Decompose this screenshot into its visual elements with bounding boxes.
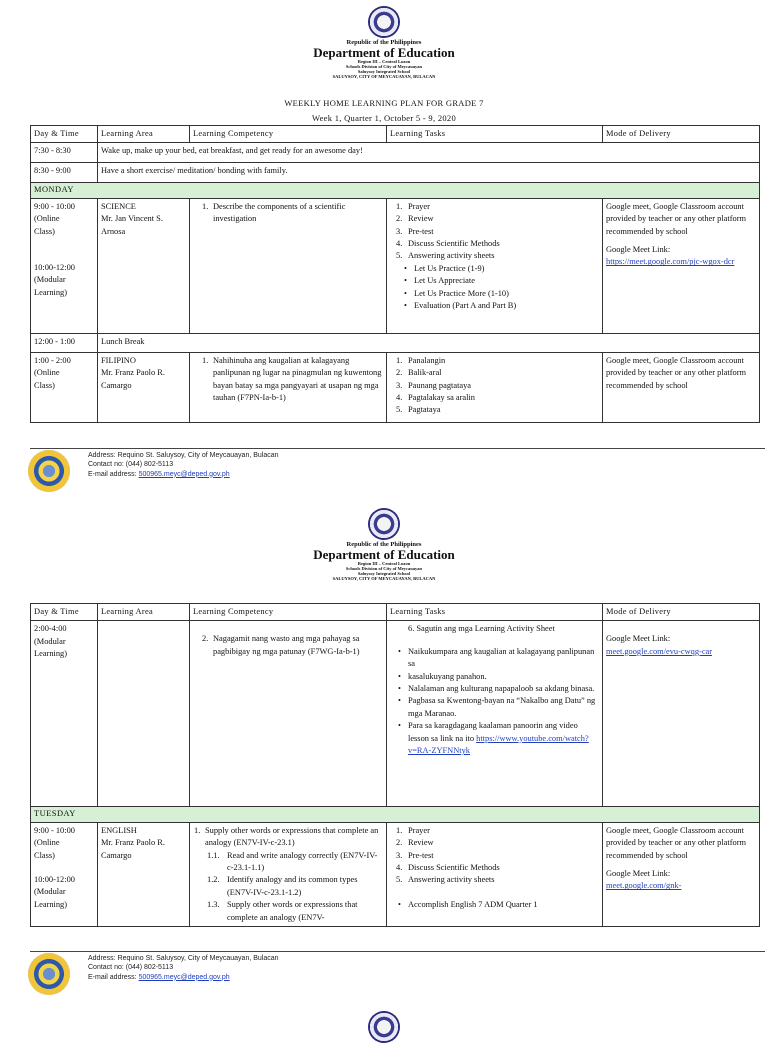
- table-header-row: [31, 604, 760, 621]
- list-item: 2. Nagagamit nang wasto ang mga pahayag sa pagbibigay ng mga patunay (F7WG-Ia-b-1): [202, 634, 360, 656]
- list-item: • Let Us Appreciate: [414, 275, 599, 287]
- time-cell: [31, 621, 98, 807]
- activity-cell: Wake up, make up your bed, eat breakfast, and get ready for an awesome day!: [98, 143, 760, 163]
- letterhead: [0, 39, 768, 80]
- list-item: 1.3. Supply other words or expressions that complete an analogy (EN7V-: [207, 900, 358, 922]
- list-item: 4. Discuss Scientific Methods: [396, 239, 500, 249]
- list-item: 3. Pre-test: [396, 226, 434, 236]
- deped-seal-icon: [368, 508, 400, 540]
- republic-text: Republic of the Philippines: [346, 39, 422, 46]
- learning-area-cell: [98, 198, 190, 333]
- region-text: Region III – Central Luzon: [357, 561, 411, 567]
- delivery-text: Google meet, Google Classroom account provided by teacher or any other platform recommended by school: [606, 201, 746, 236]
- footer-email-line: E-mail address: 500965.meyc@deped.gov.ph: [88, 470, 230, 478]
- time-text: Learning): [34, 649, 68, 659]
- time-text: (Online: [34, 214, 60, 224]
- list-item: • Nalalaman ang kulturang napapaloob sa akdang binasa.: [408, 683, 599, 695]
- column-header: Learning Area: [98, 604, 190, 621]
- column-header: Learning Tasks: [387, 126, 603, 143]
- google-meet-link[interactable]: meet.google.com/gnk-: [606, 881, 682, 891]
- learning-area-cell: [98, 621, 190, 807]
- footer-address: Address: Requino St. Saluysoy, City of Meycauayan, Bulacan: [88, 955, 279, 962]
- table-row: [31, 822, 760, 926]
- time-text: (Modular: [34, 275, 66, 285]
- column-header: Mode of Delivery: [603, 604, 760, 621]
- table-row: [31, 198, 760, 333]
- day-label: TUESDAY: [31, 807, 760, 822]
- list-item: 3. Paunang pagtataya: [396, 380, 472, 390]
- list-item: • Let Us Practice (1-9): [414, 263, 599, 275]
- day-row-tuesday: [31, 807, 760, 822]
- google-meet-link[interactable]: https://meet.google.com/pjc-wgox-dcr: [606, 257, 735, 267]
- list-item: • kasalukuyang panahon.: [408, 671, 599, 683]
- table-row: [31, 143, 760, 163]
- list-item: • Evaluation (Part A and Part B): [414, 300, 599, 312]
- footer-divider: [30, 951, 765, 952]
- footer-divider: [30, 448, 765, 449]
- footer-address: Address: Requino St. Saluysoy, City of Meycauayan, Bulacan: [88, 452, 279, 459]
- division-text: Schools Division of City of Meycauayan: [345, 64, 423, 70]
- time-text: (Modular: [34, 636, 66, 646]
- day-row-monday: [31, 183, 760, 198]
- table-row: [31, 621, 760, 807]
- list-item: 1.2. Identify analogy and its common types (EN7V-IV-c-23.1-1.2): [207, 875, 358, 897]
- activity-cell: Lunch Break: [98, 333, 760, 352]
- letterhead: [0, 541, 768, 582]
- column-header: Learning Competency: [190, 126, 387, 143]
- list-item: • Accomplish English 7 ADM Quarter 1: [408, 899, 599, 911]
- school-text: Saluysoy Integrated School: [357, 571, 411, 577]
- learning-plan-table: [30, 603, 760, 927]
- address-text: SALUYSOY, CITY OF MEYCAUAYAN, BULACAN: [332, 74, 436, 80]
- table-header-row: [31, 126, 760, 143]
- school-text: Saluysoy Integrated School: [357, 69, 411, 75]
- list-item: 2. Review: [396, 214, 434, 224]
- learning-area-cell: [98, 822, 190, 926]
- tasks-cell: [387, 822, 603, 926]
- delivery-cell: [603, 621, 760, 807]
- plan-title-block: [0, 96, 768, 126]
- column-header: Day & Time: [31, 604, 98, 621]
- tasks-cell: [387, 352, 603, 422]
- department-text: Department of Education: [313, 45, 455, 61]
- footer-email-line: E-mail address: 500965.meyc@deped.gov.ph: [88, 973, 230, 981]
- list-item: 1. Describe the components of a scientific investigation: [202, 201, 346, 224]
- list-item: 1. Supply other words or expressions that complete an analogy (EN7V-IV-c-23.1): [194, 825, 379, 848]
- table-row: [31, 352, 760, 422]
- task-heading: 6. Sagutin ang mga Learning Activity Sheet: [408, 624, 555, 634]
- area-name: ENGLISH: [101, 825, 137, 835]
- email-link[interactable]: 500965.meyc@deped.gov.ph: [138, 973, 230, 981]
- activity-cell: Have a short exercise/ meditation/ bonding with family.: [98, 163, 760, 183]
- list-item: • Let Us Practice More (1-10): [414, 288, 599, 300]
- list-item: 2. Balik-aral: [396, 368, 442, 378]
- tasks-cell: [387, 198, 603, 333]
- republic-text: Republic of the Philippines: [346, 541, 422, 548]
- column-header: Mode of Delivery: [603, 126, 760, 143]
- address-text: SALUYSOY, CITY OF MEYCAUAYAN, BULACAN: [332, 576, 436, 582]
- time-text: 10:00-12:00: [34, 263, 75, 273]
- time-text: (Online: [34, 838, 60, 848]
- column-header: Learning Area: [98, 126, 190, 143]
- competency-cell: [190, 822, 387, 926]
- time-text: (Online: [34, 368, 60, 378]
- time-text: 2:00-4:00: [34, 624, 67, 634]
- list-item: 3. Pre-test: [396, 850, 434, 860]
- plan-title: WEEKLY HOME LEARNING PLAN FOR GRADE 7: [284, 98, 484, 108]
- video-lesson-link[interactable]: https://www.youtube.com/watch?v=RA-ZYFNNtyk: [408, 733, 589, 756]
- learning-plan-table: [30, 125, 760, 423]
- time-cell: 7:30 - 8:30: [31, 143, 98, 163]
- deped-seal-icon: [368, 6, 400, 38]
- day-label: MONDAY: [31, 183, 760, 198]
- teacher-name: Mr. Franz Paolo R. Camargo: [101, 838, 165, 860]
- list-item: • Naikukumpara ang kaugalian at kalagayang panlipunan sa: [408, 646, 599, 671]
- division-text: Schools Division of City of Meycauayan: [345, 566, 423, 572]
- link-label: Google Meet Link:: [606, 245, 671, 255]
- delivery-cell: [603, 198, 760, 333]
- time-cell: 12:00 - 1:00: [31, 333, 98, 352]
- link-label: Google Meet Link:: [606, 869, 671, 879]
- time-text: Learning): [34, 899, 68, 909]
- time-cell: [31, 352, 98, 422]
- list-item: 1. Prayer: [396, 825, 430, 835]
- competency-cell: [190, 621, 387, 807]
- list-item: 5. Answering activity sheets: [396, 875, 495, 885]
- link-label: Google Meet Link:: [606, 634, 671, 644]
- time-text: (Modular: [34, 887, 66, 897]
- region-text: Region III – Central Luzon: [357, 59, 411, 65]
- delivery-cell: Google meet, Google Classroom account provided by teacher or any other platform recommended by school: [603, 352, 760, 422]
- list-item: 1.1. Read and write analogy correctly (EN7V-IV-c-23.1-1.1): [207, 850, 378, 873]
- teacher-name: Mr. Franz Paolo R. Camargo: [101, 368, 165, 390]
- time-text: Class): [34, 380, 55, 390]
- plan-subtitle: Week 1, Quarter 1, October 5 - 9, 2020: [311, 113, 457, 123]
- list-item: 1. Nahihinuha ang kaugalian at kalagayang panlipunan ng lugar na pinagmulan ng kuwentong bayan batay sa mga pangyayari at usapan ng mga tauhan (F7PN-Ia-b-1): [202, 355, 382, 403]
- learning-area-cell: [98, 352, 190, 422]
- list-item: 5. Answering activity sheets: [396, 251, 495, 261]
- list-item: 4. Pagtalakay sa aralin: [396, 393, 475, 403]
- teacher-name: Mr. Jan Vincent S. Arnosa: [101, 214, 163, 236]
- email-link[interactable]: 500965.meyc@deped.gov.ph: [138, 470, 230, 478]
- school-seal-icon: [28, 953, 70, 995]
- time-text: Class): [34, 850, 55, 860]
- time-cell: [31, 198, 98, 333]
- time-cell: 8:30 - 9:00: [31, 163, 98, 183]
- deped-seal-icon: [368, 1011, 400, 1043]
- table-row: [31, 163, 760, 183]
- tasks-cell: [387, 621, 603, 807]
- time-text: 10:00-12:00: [34, 875, 75, 885]
- competency-cell: [190, 352, 387, 422]
- column-header: Learning Tasks: [387, 604, 603, 621]
- google-meet-link[interactable]: meet.google.com/evu-cwqg-car: [606, 646, 713, 656]
- list-item: 1. Panalangin: [396, 355, 446, 365]
- time-text: Learning): [34, 287, 68, 297]
- list-item: 1. Prayer: [396, 201, 430, 211]
- time-text: Class): [34, 226, 55, 236]
- delivery-text: Google meet, Google Classroom account provided by teacher or any other platform recommended by school: [606, 825, 746, 860]
- footer-address-block: [88, 451, 279, 479]
- list-item: 4. Discuss Scientific Methods: [396, 863, 500, 873]
- time-cell: [31, 822, 98, 926]
- footer-address-block: [88, 954, 279, 982]
- delivery-cell: [603, 822, 760, 926]
- school-seal-icon: [28, 450, 70, 492]
- column-header: Learning Competency: [190, 604, 387, 621]
- footer-contact: Contact no: (044) 802-5113: [88, 964, 174, 972]
- time-text: 9:00 - 10:00: [34, 201, 75, 211]
- area-name: FILIPINO: [101, 355, 136, 365]
- list-item: 2. Review: [396, 838, 434, 848]
- time-text: 9:00 - 10:00: [34, 825, 75, 835]
- department-text: Department of Education: [313, 547, 455, 563]
- table-row: [31, 333, 760, 352]
- footer-contact: Contact no: (044) 802-5113: [88, 461, 174, 469]
- competency-cell: [190, 198, 387, 333]
- area-name: SCIENCE: [101, 201, 136, 211]
- list-item: • Para sa karagdagang kaalaman panoorin ang video lesson sa link na ito https://www.youtube.com/watch?v=RA-ZYFNNtyk: [408, 720, 599, 757]
- column-header: Day & Time: [31, 126, 98, 143]
- list-item: • Pagbasa sa Kwentong-bayan na “Nakalbo ang Datu” ng mga Maranao.: [408, 695, 599, 720]
- time-text: 1:00 - 2:00: [34, 355, 71, 365]
- list-item: 5. Pagtataya: [396, 405, 441, 415]
